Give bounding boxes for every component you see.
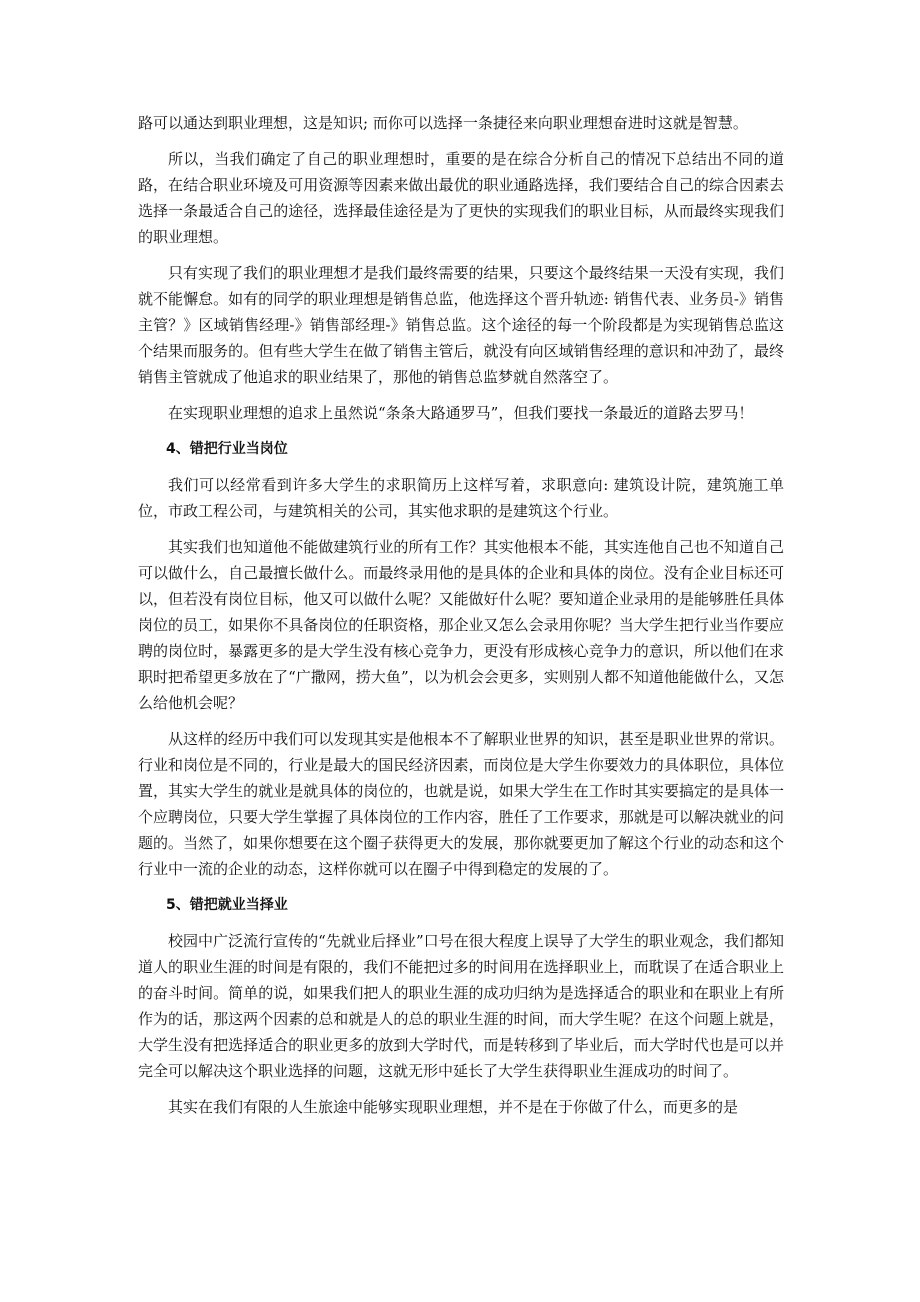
paragraph: 路可以通达到职业理想，这是知识; 而你可以选择一条捷径来向职业理想奋进时这就是智慧。 — [138, 114, 748, 132]
document-body — [138, 110, 784, 1130]
paragraph: 我们可以经常看到许多大学生的求职简历上这样写着，求职意向: 建筑设计院，建筑施工单位，市政工程公司，与建筑相关的公司，其实他求职的是建筑这个行业。 — [138, 476, 784, 520]
paragraph: 只有实现了我们的职业理想才是我们最终需要的结果，只要这个最终结果一天没有实现，我们就不能懈怠。如有的同学的职业理想是销售总监，他选择这个晋升轨迹: 销售代表、业务员-》销售主管？》区域销售经理-》销售部经理-》销售总监。这个途径的每一个阶段都是为实现销售总监这个结果而服务的。但有些大学生在做了销售主管后，就没有向区域销售经理的意识和冲劲了，最终销售主管就成了他追求的职业结果了，那他的销售总监梦就自然落空了。 — [138, 264, 784, 386]
paragraph: 所以，当我们确定了自己的职业理想时，重要的是在综合分析自己的情况下总结出不同的道路，在结合职业环境及可用资源等因素来做出最优的职业通路选择，我们要结合自己的综合因素去选择一条最适合自己的途径，选择最佳途径是为了更快的实现我们的职业目标，从而最终实现我们的职业理想。 — [138, 150, 784, 246]
paragraph: 从这样的经历中我们可以发现其实是他根本不了解职业世界的知识，甚至是职业世界的常识。行业和岗位是不同的，行业是最大的国民经济因素，而岗位是大学生你要效力的具体职位，具体位置，其实大学生的就业是就具体的岗位的，也就是说，如果大学生在工作时其实要搞定的是具体一个应聘岗位，只要大学生掌握了具体岗位的工作内容，胜任了工作要求，那就是可以解决就业的问题的。当然了，如果你想要在这个圈子获得更大的发展，那你就要更加了解这个行业的动态和这个行业中一流的企业的动态，这样你就可以在圈子中得到稳定的发展的了。 — [138, 730, 784, 878]
paragraph: 校园中广泛流行宣传的“先就业后择业”口号在很大程度上误导了大学生的职业观念，我们都知道人的职业生涯的时间是有限的，我们不能把过多的时间用在选择职业上，而耽误了在适合职业上的奋斗时间。简单的说，如果我们把人的职业生涯的成功归纳为是选择适合的职业和在职业上有所作为的话，那这两个因素的总和就是人的总的职业生涯的时间，而大学生呢？在这个问题上就是，大学生没有把选择适合的职业更多的放到大学时代，而是转移到了毕业后，而大学时代也是可以并完全可以解决这个职业选择的问题，这就无形中延长了大学生获得职业生涯成功的时间了。 — [138, 932, 784, 1080]
paragraph: 其实我们也知道他不能做建筑行业的所有工作？其实他根本不能，其实连他自己也不知道自己可以做什么，自己最擅长做什么。而最终录用他的是具体的企业和具体的岗位。没有企业目标还可以，但若没有岗位目标，他又可以做什么呢？又能做好什么呢？要知道企业录用的是能够胜任具体岗位的员工，如果你不具备岗位的任职资格，那企业又怎么会录用你呢？当大学生把行业当作要应聘的岗位时，暴露更多的是大学生没有核心竞争力，更没有形成核心竞争力的意识，所以他们在求职时把希望更多放在了“广撒网，捞大鱼”，以为机会会更多，实则别人都不知道他能做什么，又怎么给他机会呢？ — [138, 538, 784, 712]
paragraph: 其实在我们有限的人生旅途中能够实现职业理想，并不是在于你做了什么，而更多的是 — [168, 1098, 739, 1116]
section-heading: 5、错把就业当择业 — [166, 897, 288, 913]
paragraph: 在实现职业理想的追求上虽然说“条条大路通罗马”，但我们要找一条最近的道路去罗马！ — [168, 404, 754, 422]
section-heading: 4、错把行业当岗位 — [166, 441, 288, 457]
